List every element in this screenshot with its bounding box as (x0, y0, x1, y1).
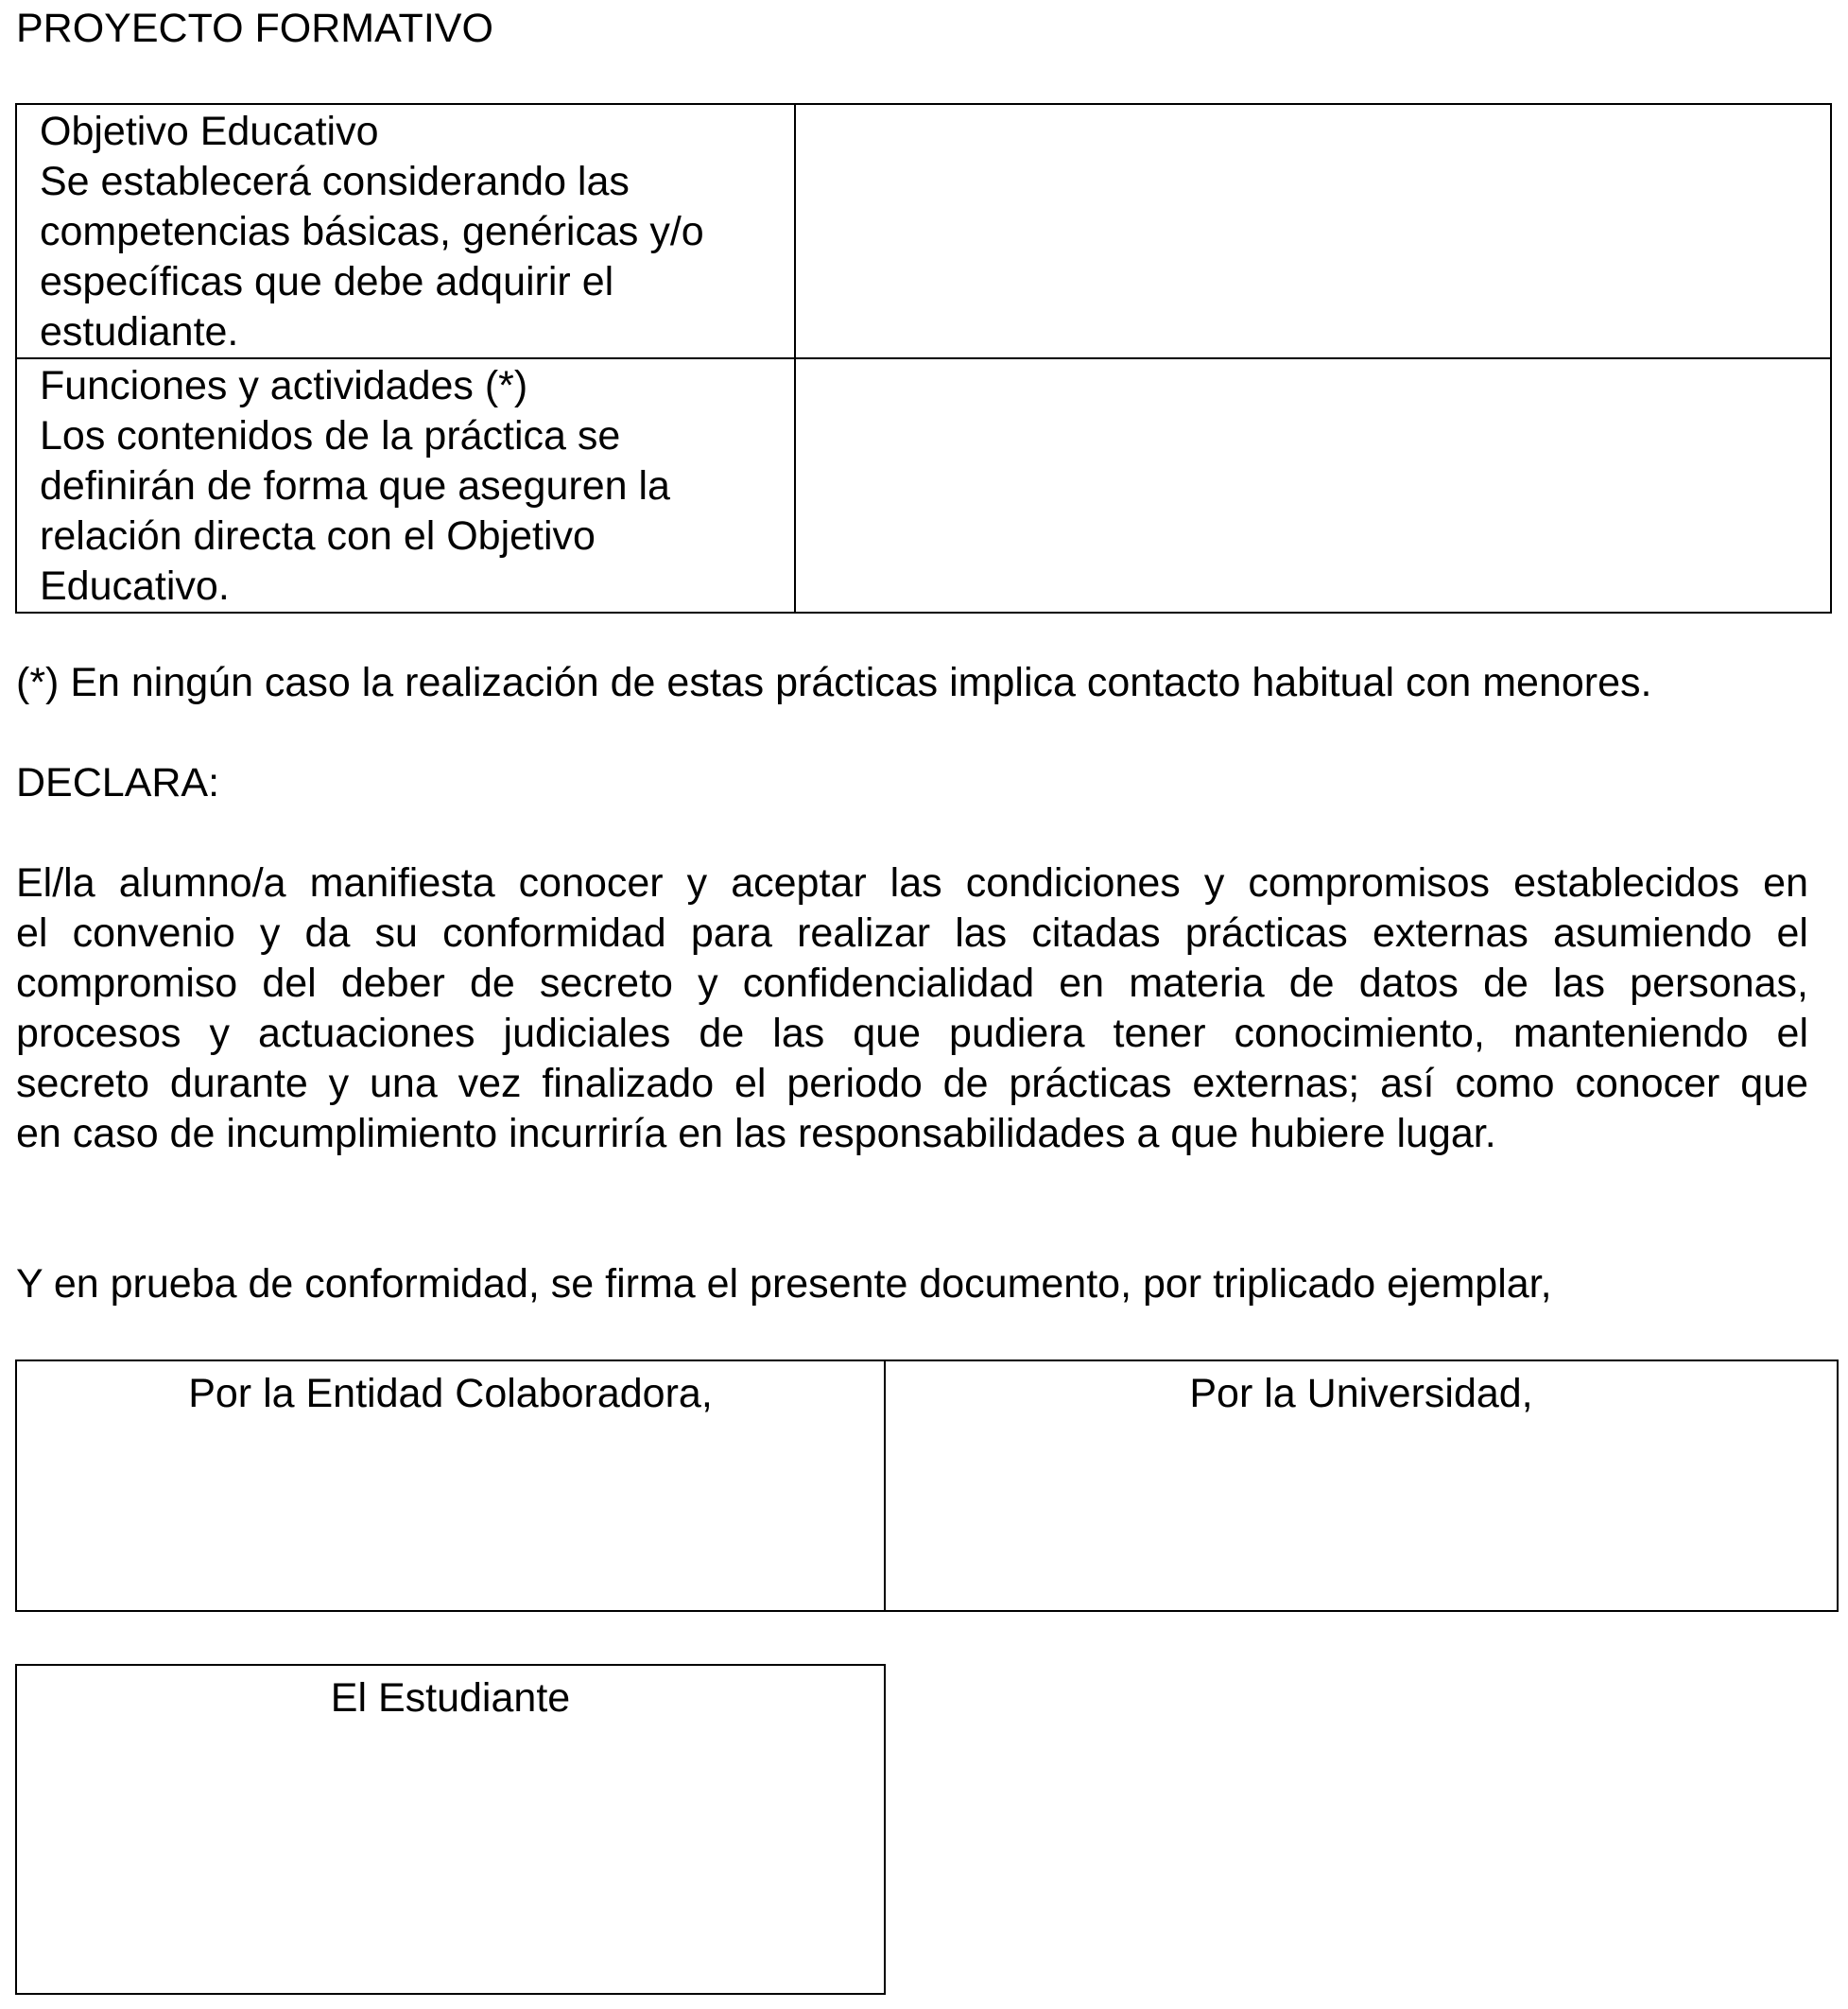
signature-table (15, 1360, 1839, 1612)
entity-signature-label: Por la Entidad Colaboradora, (188, 1371, 713, 1416)
formative-project-table (15, 103, 1832, 614)
declaration-line: procesos y actuaciones judiciales de las que pudiera tener conocimiento, manteniendo el (16, 1011, 1808, 1056)
educational-objective-label-cell (16, 104, 795, 358)
functions-activities-description-line: definirán de forma que aseguren la (40, 463, 670, 509)
declaration-line: en caso de incumplimiento incurriría en las responsabilidades a que hubiere lugar. (16, 1111, 1496, 1156)
functions-activities-description-line: Los contenidos de la práctica se (40, 413, 621, 459)
conformity-statement: Y en prueba de conformidad, se firma el presente documento, por triplicado ejemplar, (16, 1261, 1552, 1307)
functions-activities-description-line: Educativo. (40, 563, 230, 609)
signature-row (16, 1360, 1838, 1611)
student-signature-table (15, 1664, 886, 1995)
educational-objective-value-cell[interactable] (795, 104, 1831, 358)
student-signature-row (16, 1665, 885, 1994)
educational-objective-description-line: estudiante. (40, 309, 239, 355)
declaration-line: compromiso del deber de secreto y confidencialidad en materia de datos de las personas, (16, 961, 1808, 1006)
functions-activities-heading: Funciones y actividades (*) (40, 363, 528, 408)
university-signature-label: Por la Universidad, (1189, 1371, 1533, 1416)
educational-objective-description-line: competencias básicas, genéricas y/o (40, 209, 704, 254)
entity-signature-box[interactable] (16, 1360, 885, 1611)
footnote: (*) En ningún caso la realización de estas prácticas implica contacto habitual con menores. (16, 660, 1652, 705)
educational-objective-description-line: Se establecerá considerando las (40, 159, 630, 204)
document-title: PROYECTO FORMATIVO (16, 6, 493, 51)
declaration-line: El/la alumno/a manifiesta conocer y aceptar las condiciones y compromisos establecidos en (16, 860, 1808, 906)
declara-heading: DECLARA: (16, 760, 220, 805)
student-signature-label: El Estudiante (330, 1675, 571, 1721)
student-signature-box[interactable] (16, 1665, 885, 1994)
functions-activities-value-cell[interactable] (795, 358, 1831, 613)
educational-objective-heading: Objetivo Educativo (40, 109, 379, 154)
functions-activities-label-cell (16, 358, 795, 613)
declaration-line: secreto durante y una vez finalizado el periodo de prácticas externas; así como conocer que (16, 1061, 1808, 1106)
table-row-educational-objective (16, 104, 1831, 358)
functions-activities-description-line: relación directa con el Objetivo (40, 513, 596, 559)
declaration-line: el convenio y da su conformidad para realizar las citadas prácticas externas asumiendo el (16, 910, 1808, 956)
educational-objective-description-line: específicas que debe adquirir el (40, 259, 614, 304)
table-row-functions-activities (16, 358, 1831, 613)
university-signature-box[interactable] (885, 1360, 1838, 1611)
declaration-paragraph (16, 858, 1808, 1159)
